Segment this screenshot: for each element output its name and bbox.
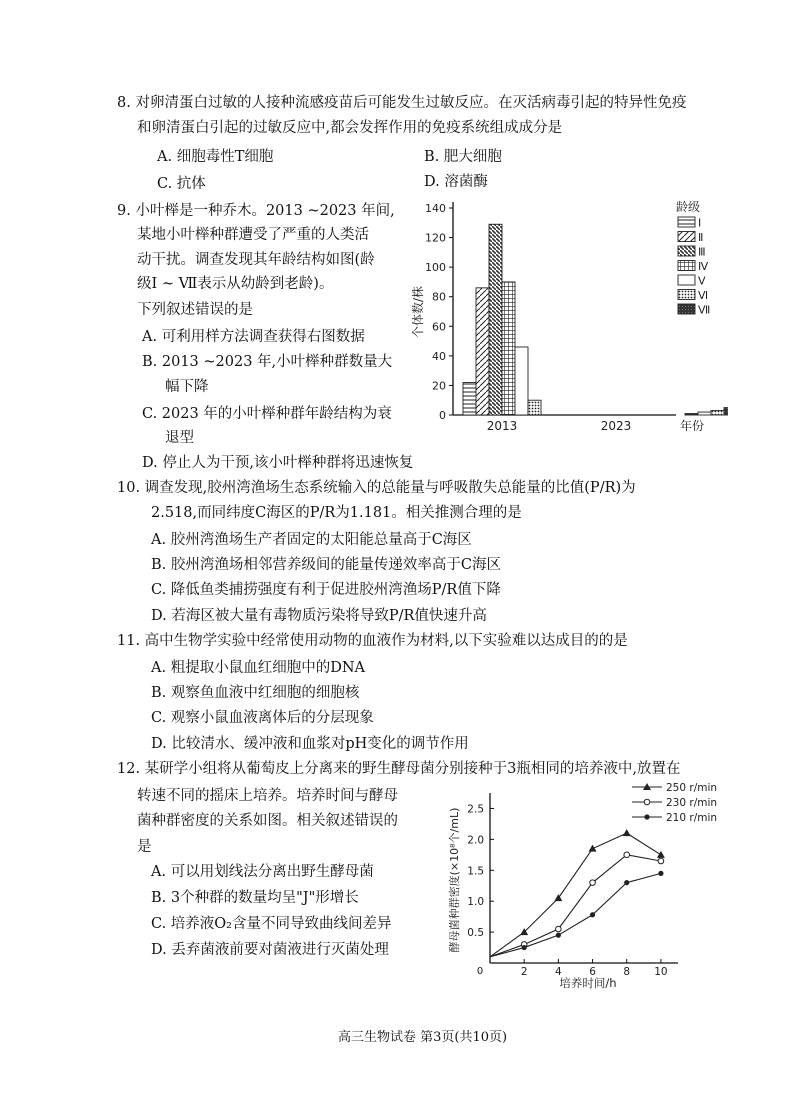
q9-option-d: D. 停止人为干预,该小叶榉种群将迅速恢复 <box>142 455 414 471</box>
q10-option-d: D. 若海区被大量有毒物质污染将导致P/R值快速升高 <box>151 608 487 624</box>
bar-legend-label: Ⅵ <box>698 289 709 302</box>
line-chart-ylabel: 酵母菌种群密度(×10⁸个/mL) <box>448 807 461 953</box>
q9-stem-line2: 某地小叶榉种群遭受了严重的人类活 <box>137 227 369 243</box>
bar-2023-agegroup-7 <box>724 408 728 415</box>
line-point-series-2 <box>624 852 630 858</box>
q9-option-c-cont: 退型 <box>165 430 194 446</box>
bar-2023-agegroup-5 <box>698 412 711 415</box>
line-point-series-2 <box>556 926 562 932</box>
line-chart-ytick-label: 1.0 <box>467 896 484 909</box>
bar-chart-ytick-label: 140 <box>425 202 446 215</box>
bar-2013-agegroup-2 <box>476 288 489 415</box>
q8-option-c: C. 抗体 <box>157 176 206 192</box>
q10-option-b: B. 胶州湾渔场相邻营养级间的能量传递效率高于C海区 <box>151 557 501 573</box>
bar-chart-ylabel: 个体数/株 <box>411 285 425 339</box>
line-point-series-3 <box>658 871 663 876</box>
q11-stem: 11. 高中生物学实验中经常使用动物的血液作为材料,以下实验难以达成目的的是 <box>117 633 628 649</box>
q10-option-c: C. 降低鱼类捕捞强度有利于促进胶州湾渔场P/R值下降 <box>151 582 501 598</box>
q11-option-d: D. 比较清水、缓冲液和血浆对pH变化的调节作用 <box>151 736 469 752</box>
q12-option-a: A. 可以用划线法分离出野生酵母菌 <box>151 864 374 880</box>
q9-option-a: A. 可利用样方法调查获得右图数据 <box>142 329 365 345</box>
q11-option-a: A. 粗提取小鼠血红细胞中的DNA <box>151 660 365 676</box>
bar-legend-label: Ⅴ <box>698 274 706 288</box>
line-chart-ytick-label: 2.0 <box>467 834 484 847</box>
q12-stem-line4: 是 <box>137 839 152 855</box>
q10-option-a: A. 胶州湾渔场生产者固定的太阳能总量高于C海区 <box>151 532 472 548</box>
q8-option-d: D. 溶菌酶 <box>424 174 488 190</box>
line-chart-xlabel: 培养时间/h <box>559 976 617 990</box>
bar-legend-swatch <box>678 217 695 227</box>
line-legend-label: 250 r/min <box>666 782 718 794</box>
q12-stem-line2: 转速不同的摇床上培养。培养时间与酵母 <box>137 788 398 804</box>
bar-chart-category-label: 2023 <box>600 419 632 433</box>
bar-2023-agegroup-4 <box>685 414 698 415</box>
bar-chart-ytick-label: 100 <box>425 261 446 275</box>
line-chart-ytick-label: 2.5 <box>467 803 484 816</box>
q10-stem-line1: 10. 调查发现,胶州湾渔场生态系统输入的总能量与呼吸散失总能量的比值(P/R)为 <box>117 480 636 496</box>
bar-chart-ytick-label: 80 <box>432 290 446 304</box>
q9-option-b-cont: 幅下降 <box>165 379 209 395</box>
line-chart-xtick-label: 4 <box>555 966 562 978</box>
line-point-series-1 <box>589 845 597 852</box>
q8-stem-line2: 和卵清蛋白引起的过敏反应中,都会发挥作用的免疫系统组成成分是 <box>137 120 563 136</box>
line-point-series-2 <box>658 858 664 864</box>
q8-option-b: B. 肥大细胞 <box>424 149 502 165</box>
line-chart-xtick-label: 6 <box>589 966 596 978</box>
bar-2013-agegroup-4 <box>502 282 515 415</box>
bar-chart-ytick-label: 20 <box>432 379 446 393</box>
line-legend-marker <box>644 814 649 819</box>
q9-option-c: C. 2023 年的小叶榉种群年龄结构为衰 <box>142 406 392 422</box>
line-chart-xtick-label: 2 <box>520 966 528 978</box>
line-point-series-2 <box>590 880 596 886</box>
q11-option-b: B. 观察鱼血液中红细胞的细胞核 <box>151 685 360 701</box>
line-chart-ytick-label: 1.5 <box>467 865 484 878</box>
bar-2013-agegroup-1 <box>463 382 476 415</box>
bar-2013-agegroup-3 <box>489 224 502 415</box>
line-legend-label: 210 r/min <box>666 812 718 824</box>
line-point-series-1 <box>554 894 562 901</box>
q11-option-c: C. 观察小鼠血液离体后的分层现象 <box>151 710 374 726</box>
line-chart-ytick-label: 0.5 <box>467 927 484 940</box>
line-legend-marker <box>644 799 650 805</box>
q10-stem-line2: 2.518,而同纬度C海区的P/R为1.181。相关推测合理的是 <box>151 505 522 521</box>
q12-option-c: C. 培养液O₂含量不同导致曲线间差异 <box>151 916 392 932</box>
bar-legend-swatch <box>678 304 695 314</box>
bar-legend-swatch <box>678 261 695 271</box>
bar-chart-ytick-label: 40 <box>432 349 446 363</box>
line-series-1 <box>490 833 661 957</box>
q12-stem-line1: 12. 某研学小组将从葡萄皮上分离来的野生酵母菌分别接种于3瓶相同的培养液中,放置在 <box>117 761 681 777</box>
bar-legend-swatch <box>678 275 695 285</box>
line-point-series-3 <box>556 933 561 938</box>
bar-chart-ytick-label: 60 <box>432 320 446 334</box>
line-point-series-3 <box>624 880 629 885</box>
line-legend-label: 230 r/min <box>666 797 718 809</box>
line-point-series-3 <box>590 912 595 917</box>
q12-option-d: D. 丢弃菌液前要对菌液进行灭菌处理 <box>151 942 389 958</box>
page-footer: 高三生物试卷 第3页(共10页) <box>338 1030 508 1045</box>
q8-stem-line1: 8. 对卵清蛋白过敏的人接种流感疫苗后可能发生过敏反应。在灭活病毒引起的特异性免疫 <box>117 95 687 111</box>
bar-legend-swatch <box>678 246 695 256</box>
bar-legend-label: Ⅲ <box>698 245 706 259</box>
line-point-series-1 <box>623 829 631 836</box>
bar-legend-label: Ⅰ <box>698 216 702 230</box>
q9-option-b: B. 2013 ~2023 年,小叶榉种群数量大 <box>142 354 393 370</box>
line-chart-xtick-label: 8 <box>623 966 631 978</box>
bar-legend-label: Ⅶ <box>698 303 711 317</box>
age-structure-bar-chart <box>408 194 728 438</box>
bar-chart-category-label: 2013 <box>486 419 518 433</box>
line-series-2 <box>490 855 661 957</box>
q9-stem-line3: 动干扰。调查发现其年龄结构如图(龄 <box>137 252 375 268</box>
q9-stem-line1: 9. 小叶榉是一种乔木。2013 ~2023 年间, <box>117 203 395 219</box>
bar-chart-legend-title: 龄级 <box>676 200 701 214</box>
line-chart-origin-label: 0 <box>476 966 484 977</box>
bar-2013-agegroup-5 <box>515 347 528 415</box>
bar-chart-xlabel: 年份 <box>680 419 705 433</box>
bar-legend-swatch <box>678 232 695 242</box>
bar-legend-swatch <box>678 290 695 300</box>
line-series-3 <box>490 873 661 956</box>
bar-legend-label: Ⅳ <box>698 260 709 273</box>
line-point-series-1 <box>657 851 665 858</box>
q12-option-b: B. 3个种群的数量均呈"J"形增长 <box>151 890 359 906</box>
yeast-growth-line-chart <box>440 778 730 990</box>
q9-stem-line5: 下列叙述错误的是 <box>137 302 253 318</box>
line-point-series-3 <box>522 945 527 950</box>
bar-legend-label: Ⅱ <box>698 231 704 244</box>
bar-chart-ytick-label: 0 <box>439 409 446 422</box>
q8-option-a: A. 细胞毒性T细胞 <box>157 149 274 165</box>
q12-stem-line3: 菌种群密度的关系如图。相关叙述错误的 <box>137 813 398 829</box>
line-chart-xtick-label: 10 <box>654 966 668 978</box>
bar-chart-ytick-label: 120 <box>425 231 446 245</box>
q9-stem-line4: 级Ⅰ ~ Ⅶ表示从幼龄到老龄)。 <box>137 276 334 292</box>
bar-2023-agegroup-6 <box>711 411 724 415</box>
bar-2013-agegroup-6 <box>528 400 541 415</box>
